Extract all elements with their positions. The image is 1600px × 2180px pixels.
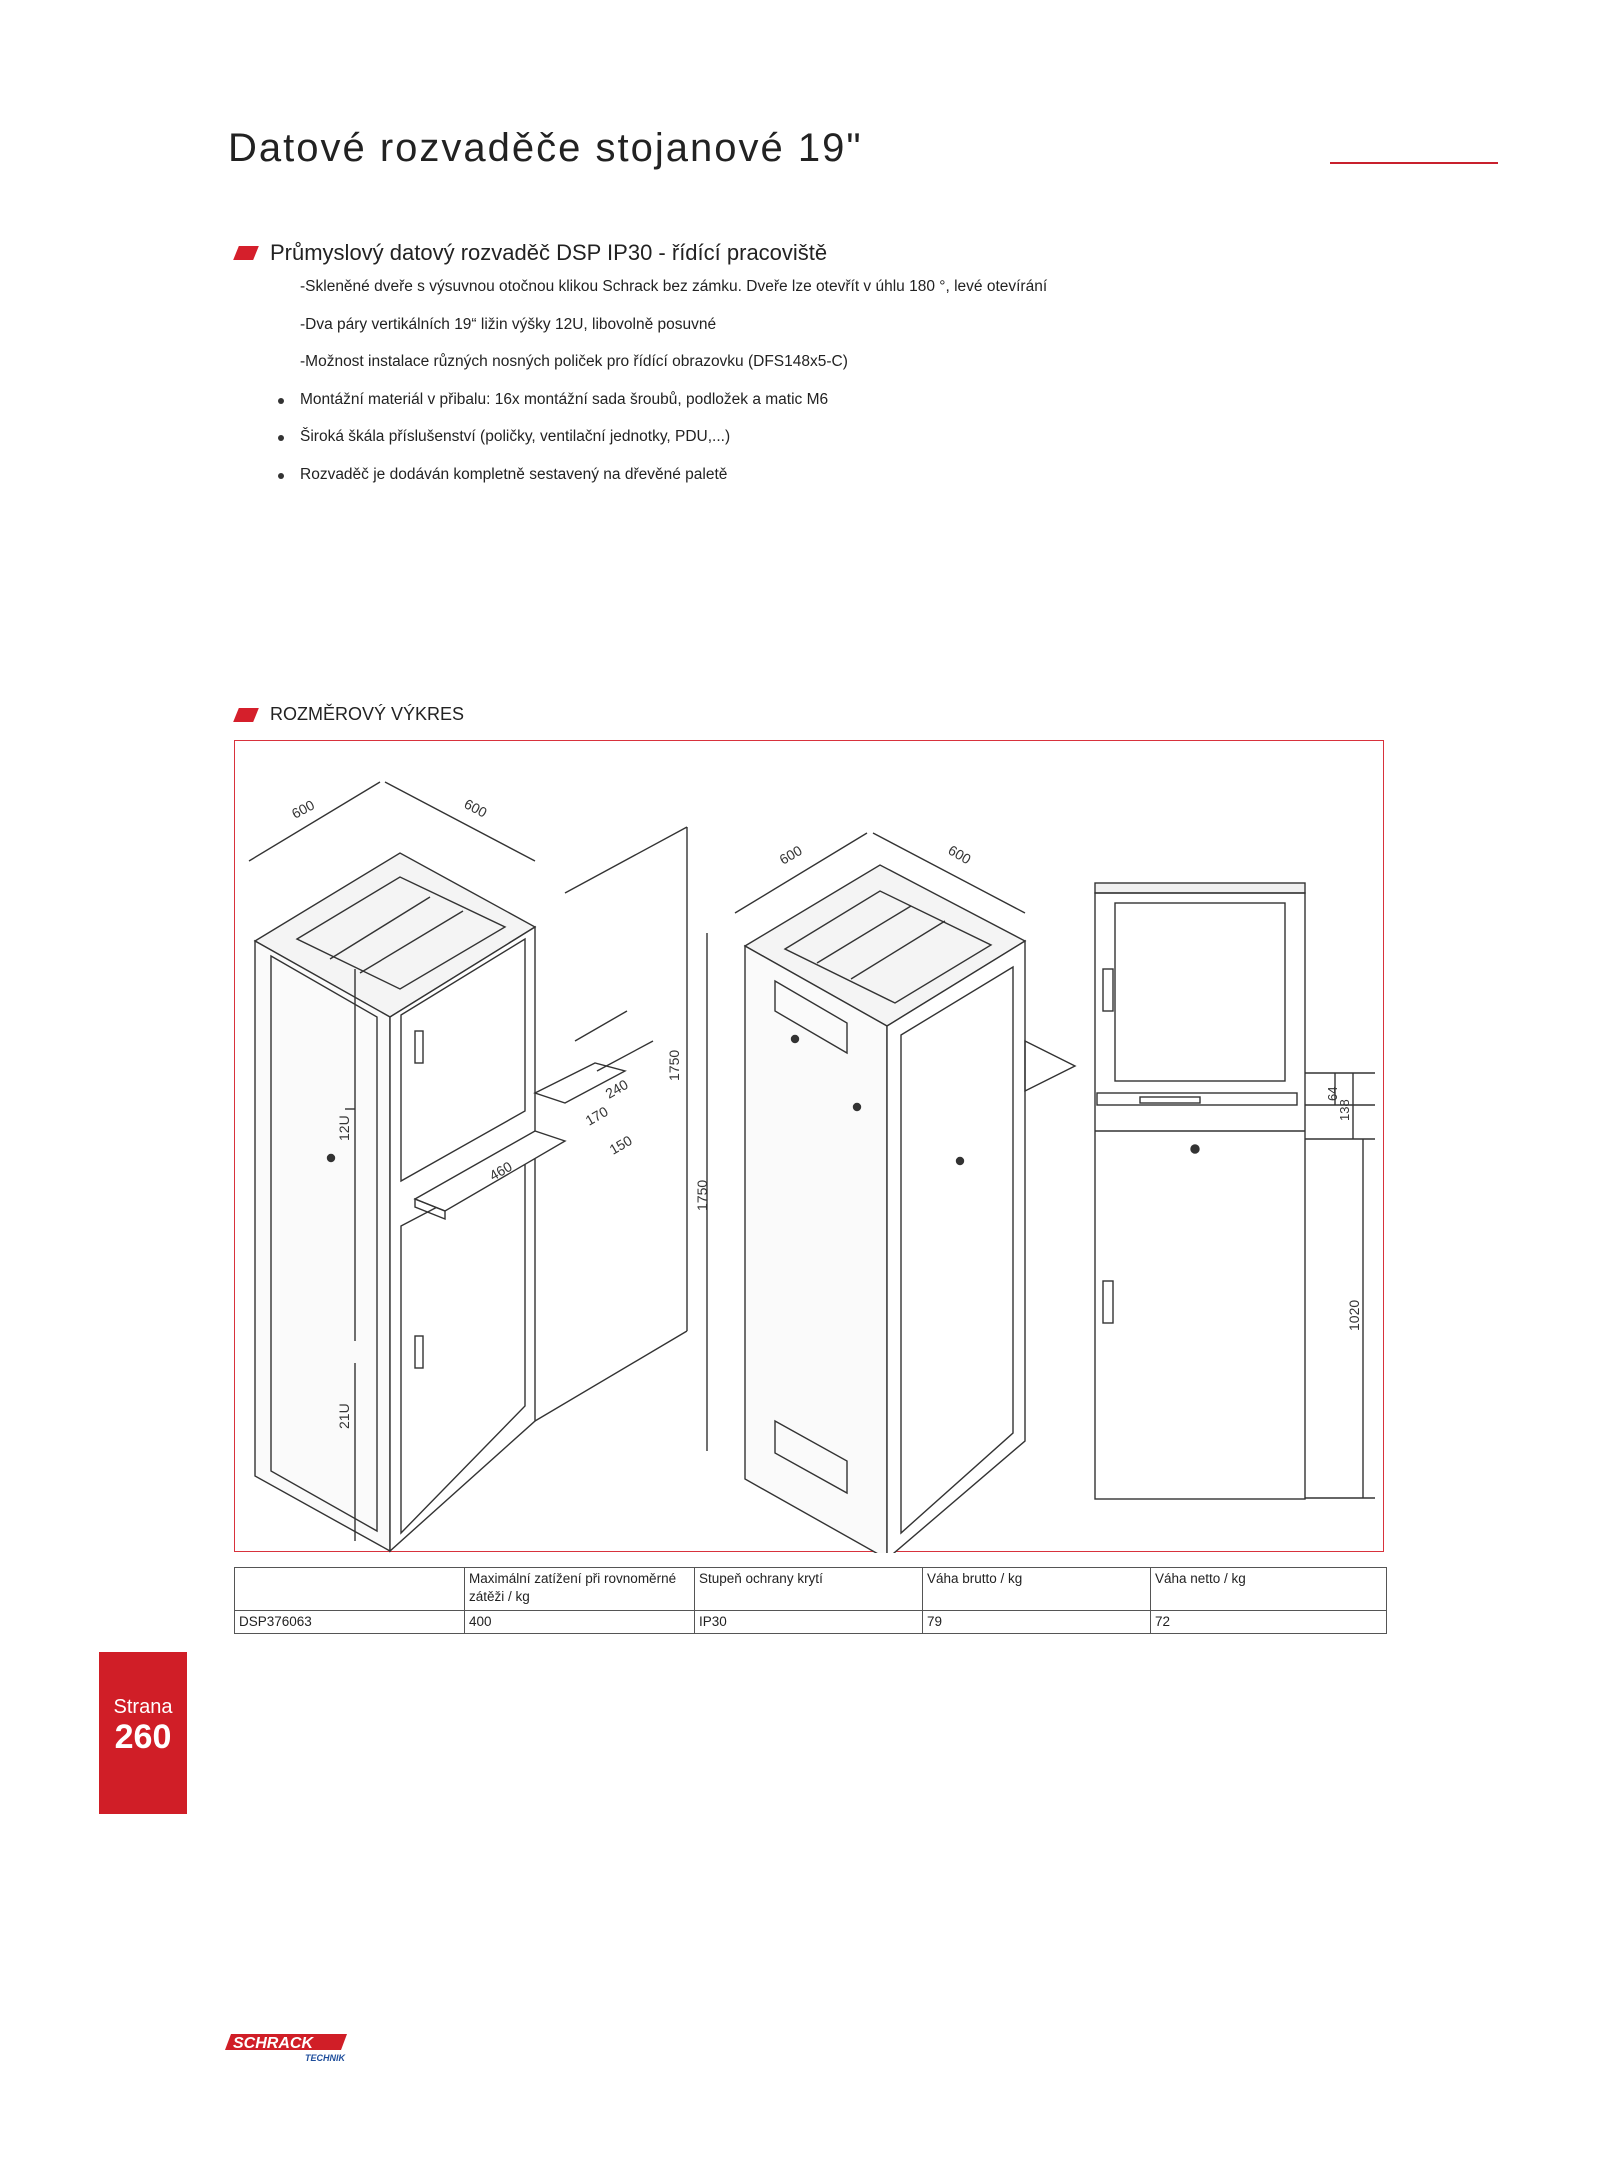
drawing-heading-text: ROZMĚROVÝ VÝKRES	[270, 704, 465, 724]
dim-height-label: 1750	[694, 1179, 710, 1211]
product-heading	[236, 240, 827, 266]
feature-list	[300, 272, 1047, 497]
table-cell: 79	[923, 1611, 1151, 1634]
dim-height-label: 1750	[666, 1049, 682, 1081]
red-square-icon	[233, 708, 259, 722]
dim-side-a-label: 64	[1325, 1086, 1340, 1101]
dim-lower-units-label: 21U	[336, 1403, 352, 1429]
iso-view-middle	[694, 833, 1075, 1553]
feature-item: Rozvaděč je dodáván kompletně sestavený na dřevěné paletě	[300, 460, 1047, 498]
feature-item: -Dva páry vertikálních 19“ ližin výšky 12U, libovolně posuvné	[300, 315, 717, 333]
logo-name: SCHRACK	[233, 2035, 313, 2052]
dim-shelf-depth-label: 240	[602, 1076, 631, 1102]
table-row	[235, 1611, 1387, 1634]
page-number: 260	[114, 1718, 172, 1756]
page-title: Datové rozvaděče stojanové 19"	[228, 126, 863, 170]
dim-width-label: 600	[776, 842, 805, 868]
feature-item: Široká škála příslušenství (poličky, ventilační jednotky, PDU,...)	[300, 422, 1047, 460]
table-header-cell: Váha netto / kg	[1151, 1568, 1387, 1611]
dim-side-c-label: 1020	[1346, 1299, 1362, 1331]
red-square-icon	[233, 246, 259, 260]
dim-shelf-lip-label: 150	[606, 1132, 635, 1158]
table-header-cell: Váha brutto / kg	[923, 1568, 1151, 1611]
dimension-drawing	[234, 740, 1384, 1552]
dim-depth-label: 600	[461, 795, 490, 821]
page-label: Strana	[113, 1696, 173, 1718]
table-cell: IP30	[695, 1611, 923, 1634]
cabinet-drawing-svg	[235, 741, 1385, 1553]
feature-item: Montážní materiál v přibalu: 16x montážní sada šroubů, podložek a matic M6	[300, 385, 1047, 423]
spec-table	[234, 1567, 1387, 1634]
dim-side-b-label: 138	[1337, 1099, 1352, 1121]
table-cell: 72	[1151, 1611, 1387, 1634]
table-header-cell: Stupeň ochrany krytí	[695, 1568, 923, 1611]
product-heading-text: Průmyslový datový rozvaděč DSP IP30 - řídící pracoviště	[270, 240, 828, 265]
feature-item: -Možnost instalace různých nosných poliček pro řídící obrazovku (DFS148x5-C)	[300, 353, 848, 370]
front-view-right	[1095, 883, 1375, 1499]
table-header-cell	[235, 1568, 465, 1611]
feature-item: -Skleněné dveře s výsuvnou otočnou klikou Schrack bez zámku. Dveře lze otevřít v úhlu 180 °, levé otevírání	[300, 278, 1048, 295]
dim-shelf-width-label: 460	[486, 1158, 515, 1184]
dim-width-label: 600	[288, 796, 318, 822]
dim-shelf-offset-label: 170	[582, 1103, 611, 1129]
dim-depth-label: 600	[945, 841, 974, 868]
table-cell: 400	[465, 1611, 695, 1634]
logo-sub: TECHNIK	[305, 2053, 345, 2063]
title-rule	[1330, 162, 1498, 164]
table-header-cell: Maximální zatížení při rovnoměrné zátěži / kg	[465, 1568, 695, 1611]
schrack-logo	[225, 2030, 350, 2066]
iso-view-left	[249, 782, 687, 1551]
table-header-row	[235, 1568, 1387, 1611]
dim-upper-units-label: 12U	[336, 1115, 352, 1141]
drawing-heading	[236, 704, 464, 725]
table-cell: DSP376063	[235, 1611, 465, 1634]
page-number-tab	[99, 1652, 187, 1814]
